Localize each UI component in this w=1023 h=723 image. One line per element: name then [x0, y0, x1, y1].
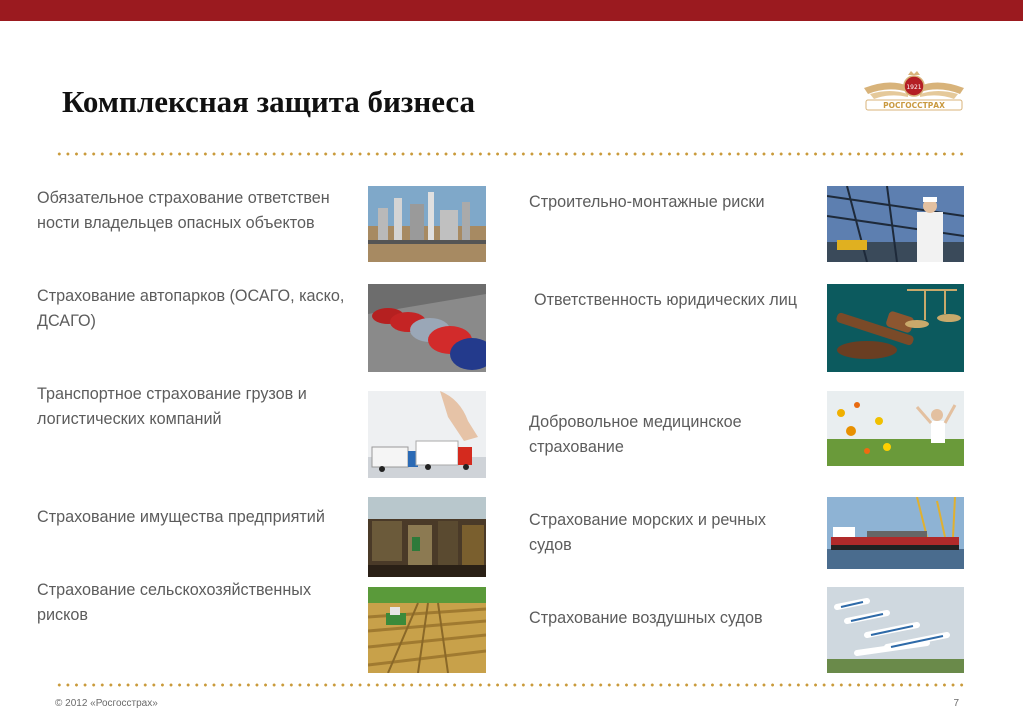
- ship-port-image: [827, 497, 964, 569]
- footer-copyright: © 2012 «Росгосстрах»: [55, 698, 158, 709]
- refinery-image: [368, 186, 486, 262]
- top-brand-bar: [0, 0, 1023, 21]
- top-dotted-divider: [55, 152, 967, 156]
- page-number: 7: [953, 698, 959, 709]
- bottom-dotted-divider: [55, 683, 967, 687]
- item-construction-risks: Строительно-монтажные риски: [529, 193, 765, 211]
- family-meadow-image: [827, 391, 964, 466]
- item-cargo-logistics: Транспортное страхование грузов и логистических компаний: [37, 385, 307, 428]
- warehouse-image: [368, 497, 486, 577]
- svg-text:РОСГОССТРАХ: РОСГОССТРАХ: [883, 101, 945, 110]
- item-hazardous-objects-liability: Обязательное страхование ответствен ности владельцев опасных объектов: [37, 189, 330, 232]
- item-voluntary-medical: Добровольное медицинское страхование: [529, 413, 742, 456]
- harvester-field-image: [368, 587, 486, 673]
- rosgosstrakh-logo: [860, 64, 968, 114]
- item-enterprise-property: Страхование имущества предприятий: [37, 508, 325, 526]
- item-agricultural-risks: Страхование сельскохозяйственных рисков: [37, 581, 312, 624]
- airplanes-image: [827, 587, 964, 673]
- item-legal-entity-liability: Ответственность юридических лиц: [534, 291, 798, 309]
- gavel-scales-image: [827, 284, 964, 372]
- item-marine-river-vessels: Страхование морских и речных судов: [529, 511, 766, 554]
- svg-text:1921: 1921: [906, 84, 922, 91]
- cars-image: [368, 284, 486, 372]
- item-fleet-insurance: Страхование автопарков (ОСАГО, каско, ДСАГО): [37, 287, 345, 330]
- page-title: Комплексная защита бизнеса: [62, 84, 476, 119]
- item-aircraft-insurance: Страхование воздушных судов: [529, 609, 763, 627]
- toy-trucks-image: [368, 391, 486, 478]
- construction-image: [827, 186, 964, 262]
